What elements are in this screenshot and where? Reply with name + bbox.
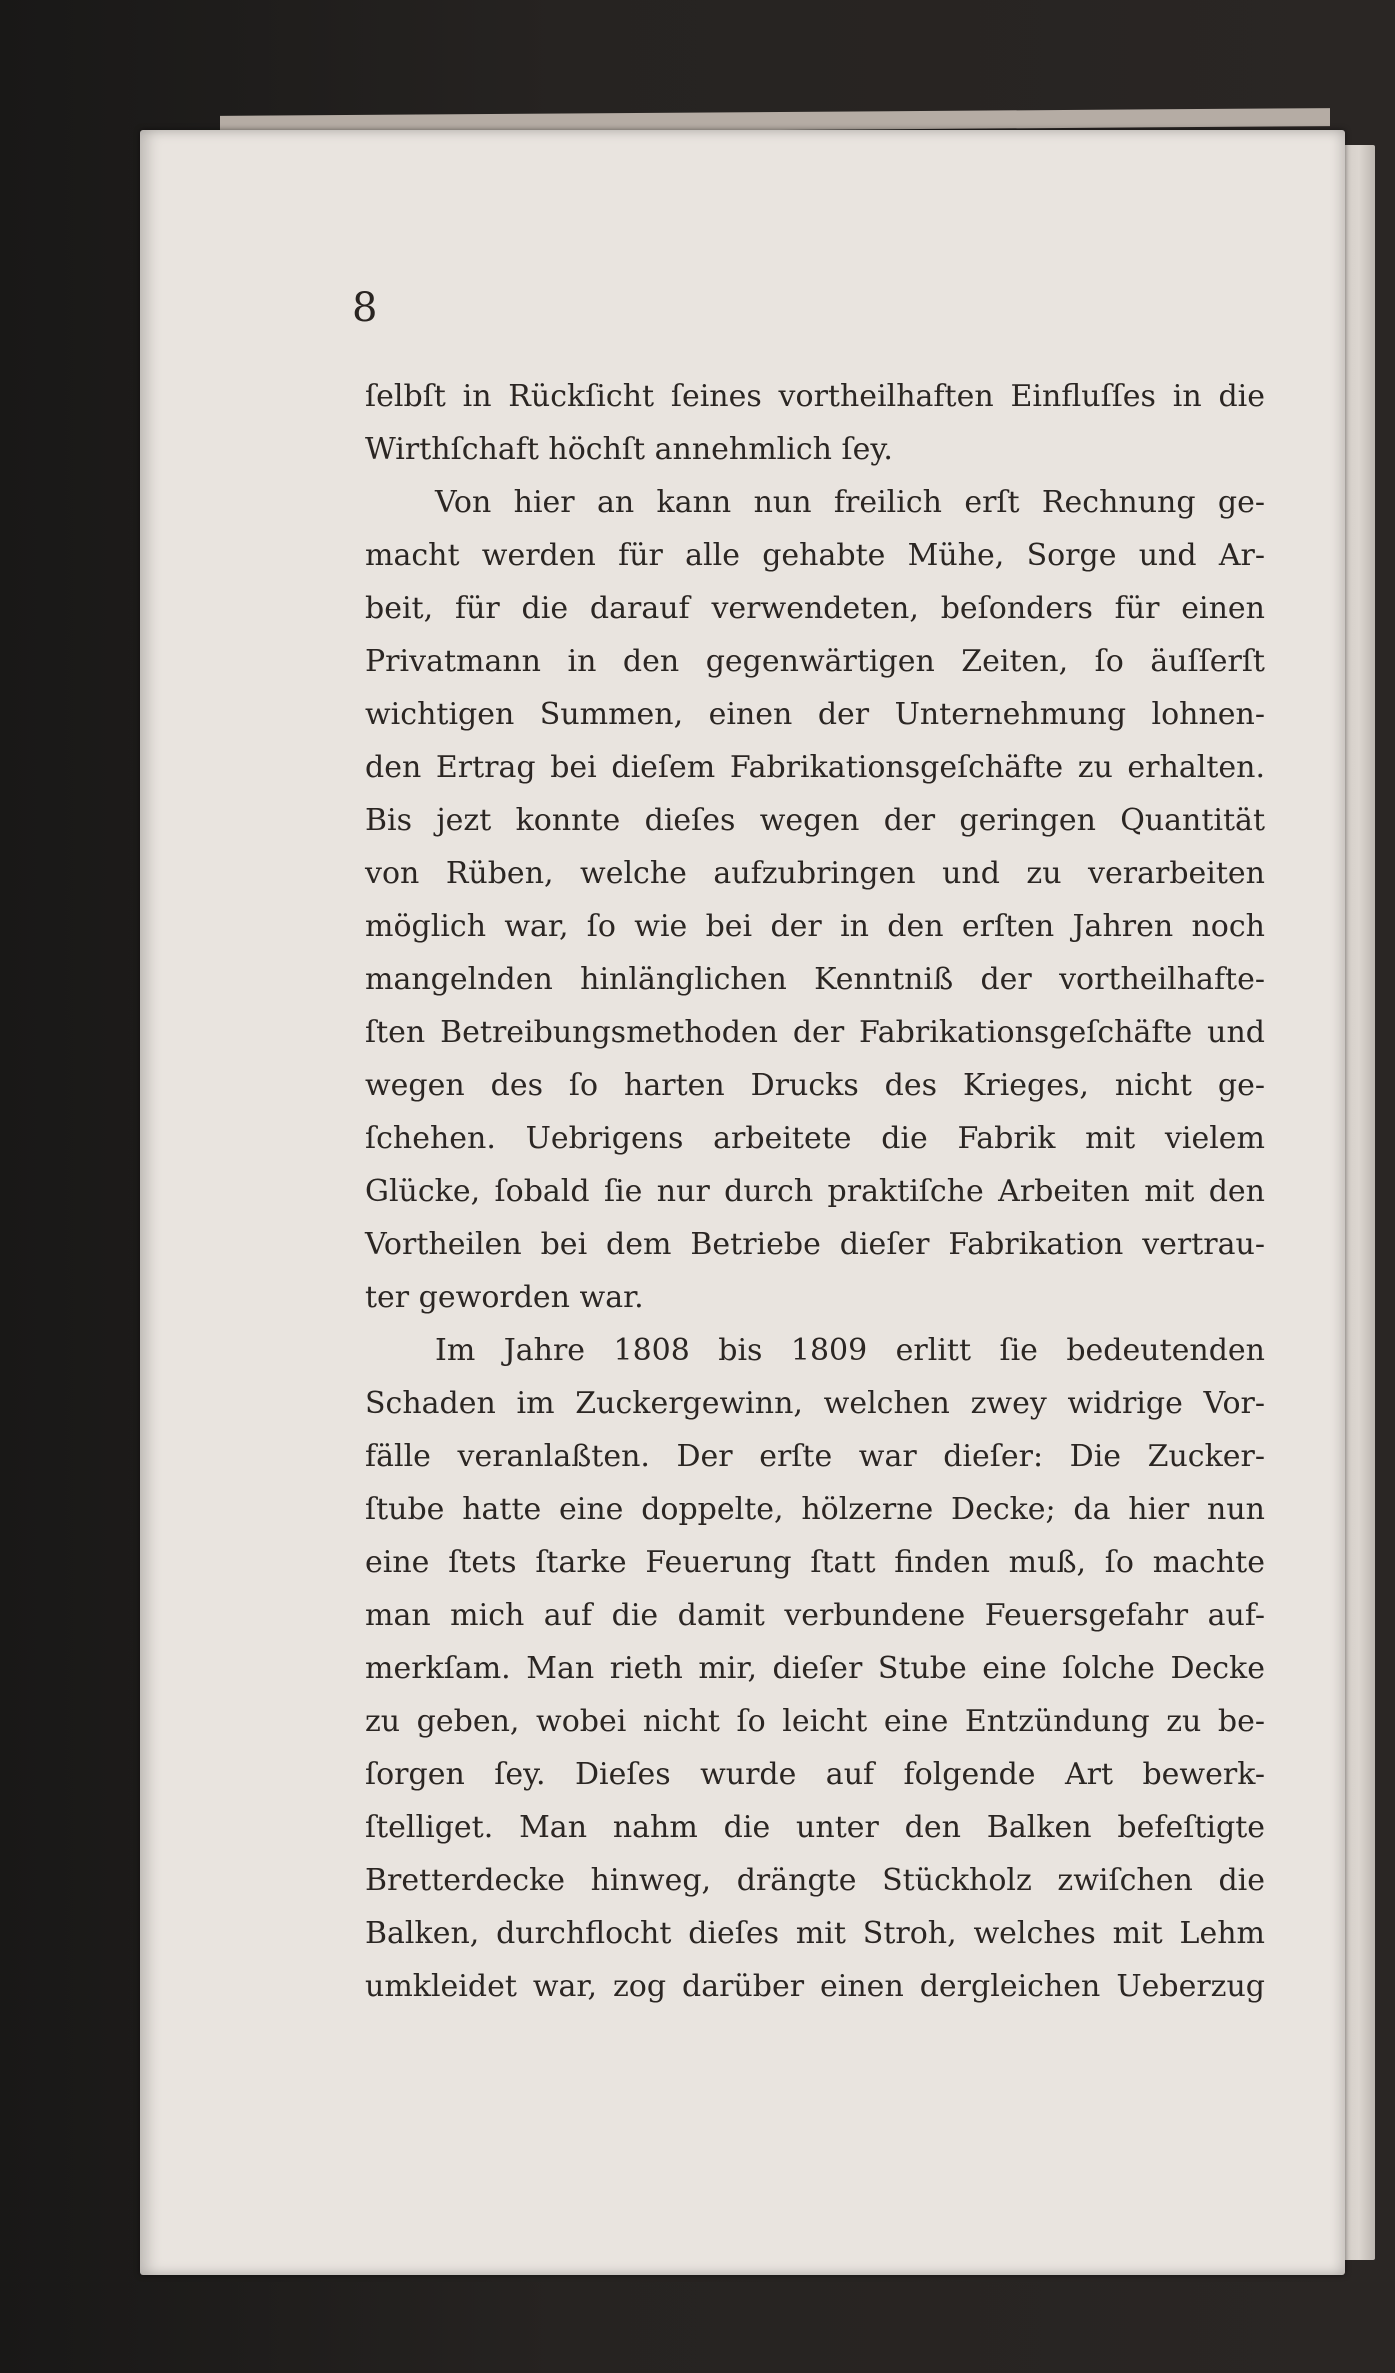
text-line: beit, für die darauf verwendeten, beſonders für einen xyxy=(365,591,1265,626)
text-line: ter geworden war. xyxy=(365,1280,644,1315)
text-line: den Ertrag bei dieſem Fabrikationsgeſchäfte zu erhalten. xyxy=(365,750,1265,785)
text-line: möglich war, ſo wie bei der in den erſten Jahren noch xyxy=(365,909,1265,944)
text-line: eine ſtets ſtarke Feuerung ſtatt finden muß, ſo machte xyxy=(365,1545,1265,1580)
text-line: Schaden im Zuckergewinn, welchen zwey widrige Vor- xyxy=(365,1386,1265,1421)
text-line: Bis jezt konnte dieſes wegen der geringen Quantität xyxy=(365,803,1265,838)
text-line: Von hier an kann nun freilich erſt Rechnung ge- xyxy=(435,485,1265,520)
text-line: Wirthſchaft höchſt annehmlich ſey. xyxy=(365,432,893,467)
text-line: Privatmann in den gegenwärtigen Zeiten, ſo äuſſerſt xyxy=(365,644,1265,679)
text-line: Glücke, ſobald ſie nur durch praktiſche Arbeiten mit den xyxy=(365,1174,1265,1209)
text-line: ſchehen. Uebrigens arbeitete die Fabrik mit vielem xyxy=(365,1121,1265,1156)
text-line: ſelbſt in Rückſicht ſeines vortheilhaften Einfluſſes in die xyxy=(365,379,1265,414)
text-line: zu geben, wobei nicht ſo leicht eine Entzündung zu be- xyxy=(365,1704,1265,1739)
text-line: Balken, durchflocht dieſes mit Stroh, welches mit Lehm xyxy=(365,1916,1265,1951)
text-line: Im Jahre 1808 bis 1809 erlitt ſie bedeutenden xyxy=(435,1333,1265,1368)
text-line: ſtelliget. Man nahm die unter den Balken befeſtigte xyxy=(365,1810,1265,1845)
text-line: von Rüben, welche aufzubringen und zu verarbeiten xyxy=(365,856,1265,891)
text-line: wichtigen Summen, einen der Unternehmung lohnen- xyxy=(365,697,1265,732)
text-line: macht werden für alle gehabte Mühe, Sorge und Ar- xyxy=(365,538,1265,573)
text-line: ſten Betreibungsmethoden der Fabrikationsgeſchäfte und xyxy=(365,1015,1265,1050)
text-line: umkleidet war, zog darüber einen dergleichen Ueberzug xyxy=(365,1969,1265,2004)
text-line: Bretterdecke hinweg, drängte Stückholz zwiſchen die xyxy=(365,1863,1265,1898)
text-line: mangelnden hinlänglichen Kenntniß der vortheilhafte- xyxy=(365,962,1265,997)
text-line: ſorgen ſey. Dieſes wurde auf folgende Art bewerk- xyxy=(365,1757,1265,1792)
text-line: ſtube hatte eine doppelte, hölzerne Decke; da hier nun xyxy=(365,1492,1265,1527)
body-text xyxy=(365,370,1265,2013)
text-line: merkſam. Man rieth mir, dieſer Stube eine ſolche Decke xyxy=(365,1651,1265,1686)
text-line: wegen des ſo harten Drucks des Krieges, nicht ge- xyxy=(365,1068,1265,1103)
text-line: fälle veranlaßten. Der erſte war dieſer: Die Zucker- xyxy=(365,1439,1265,1474)
page-number: 8 xyxy=(352,285,378,331)
text-line: Vortheilen bei dem Betriebe dieſer Fabrikation vertrau- xyxy=(365,1227,1265,1262)
text-line: man mich auf die damit verbundene Feuersgefahr auf- xyxy=(365,1598,1265,1633)
